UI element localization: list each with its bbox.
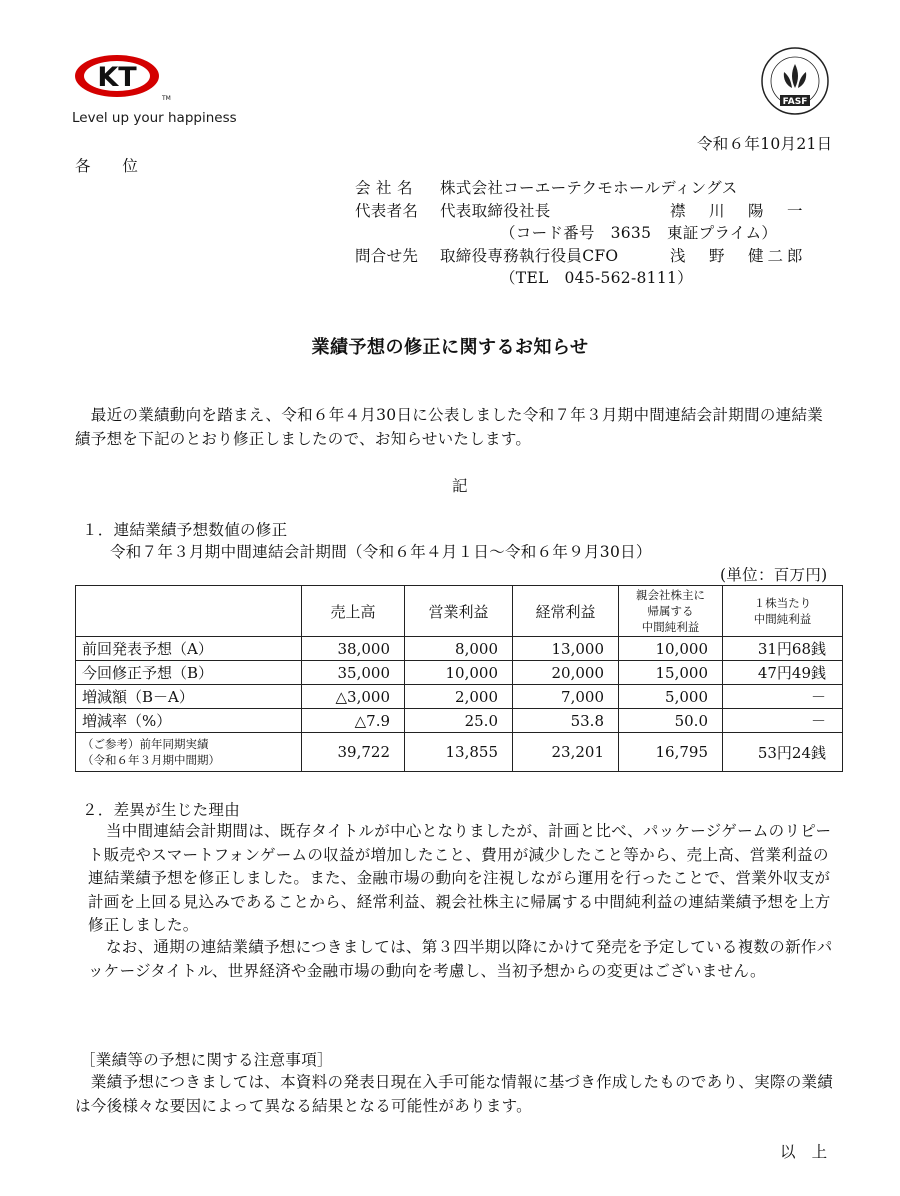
- company-name: 株式会社コーエーテクモホールディングス: [440, 179, 738, 197]
- row-label: （ご参考）前年同期実績 （令和６年３月期中間期）: [76, 733, 302, 772]
- table-row: [76, 685, 843, 709]
- cell-ordinary-income: 20,000: [513, 661, 619, 685]
- cell-ordinary-income: 53.8: [513, 709, 619, 733]
- table-row: [76, 733, 843, 772]
- col-header-net-income: 親会社株主に 帰属する 中間純利益: [619, 586, 723, 637]
- unit-label: (単位：百万円): [720, 566, 828, 584]
- row-label: 今回修正予想（B）: [76, 661, 302, 685]
- table-row: [76, 661, 843, 685]
- row-label: 増減額（B－A）: [76, 685, 302, 709]
- col-header-operating-income: 営業利益: [405, 586, 513, 637]
- table-row: [76, 637, 843, 661]
- cell-net-income: 50.0: [619, 709, 723, 733]
- cell-sales: △3,000: [302, 685, 405, 709]
- cell-operating-income: 25.0: [405, 709, 513, 733]
- section1-period: 令和７年３月期中間連結会計期間（令和６年４月１日～令和６年９月30日）: [110, 543, 652, 561]
- ki-mark: 記: [452, 477, 468, 495]
- col-header-ordinary-income: 経常利益: [513, 586, 619, 637]
- rep-name: 襟 川 陽 一: [670, 202, 807, 220]
- logo-text: KT: [97, 62, 137, 93]
- tagline: Level up your happiness: [72, 110, 237, 126]
- code-line: （コード番号 3635 東証プライム）: [500, 224, 778, 242]
- company-name-label: 会 社 名: [355, 179, 413, 197]
- cell-eps: －: [723, 685, 843, 709]
- table-header-blank: [76, 586, 302, 637]
- cell-operating-income: 2,000: [405, 685, 513, 709]
- svg-text:TM: TM: [162, 95, 171, 102]
- closing-mark: 以 上: [780, 1143, 828, 1161]
- fasf-mark: [760, 46, 830, 116]
- table-header-row: [76, 586, 843, 637]
- cell-ordinary-income: 7,000: [513, 685, 619, 709]
- fasf-text: FASF: [782, 97, 808, 107]
- section1-heading: １．連結業績予想数値の修正: [82, 521, 288, 539]
- table-row: [76, 709, 843, 733]
- row-label: 前回発表予想（A）: [76, 637, 302, 661]
- cell-net-income: 15,000: [619, 661, 723, 685]
- row-label: 増減率（%）: [76, 709, 302, 733]
- intro-paragraph: 最近の業績動向を踏まえ、令和６年４月30日に公表しました令和７年３月期中間連結会計期間の連結業績予想を下記のとおり修正しましたので、お知らせいたします。: [75, 406, 824, 448]
- reason-paragraph-2: なお、通期の連結業績予想につきましては、第３四半期以降にかけて発売を予定している複数の新作パッケージタイトル、世界経済や金融市場の動向を考慮し、当初予想からの変更はございません。: [88, 938, 833, 980]
- cell-net-income: 5,000: [619, 685, 723, 709]
- col-header-sales: 売上高: [302, 586, 405, 637]
- cell-sales: △7.9: [302, 709, 405, 733]
- reason-paragraph-1: 当中間連結会計期間は、既存タイトルが中心となりましたが、計画と比べ、パッケージゲームのリピート販売やスマートフォンゲームの収益が増加したこと、費用が減少したこと等から、売上高、営業利益の連結業績予想を修正しました。また、金融市場の動向を注視しながら運用を行ったことで、営業外収支が計画を上回る見込みであることから、経常利益、親会社株主に帰属する中間純利益の連結業績予想を上方修正しました。: [88, 822, 832, 934]
- cell-eps: －: [723, 709, 843, 733]
- cell-ordinary-income: 13,000: [513, 637, 619, 661]
- forecast-table: [75, 585, 843, 772]
- kt-logo-icon: [72, 52, 192, 112]
- cell-eps: 31円68銭: [723, 637, 843, 661]
- rep-title: 代表取締役社長: [440, 202, 551, 220]
- document-title: 業績予想の修正に関するお知らせ: [311, 337, 589, 358]
- cell-operating-income: 8,000: [405, 637, 513, 661]
- fasf-seal-icon: [760, 46, 830, 116]
- rep-label: 代表者名: [355, 202, 419, 220]
- cell-sales: 39,722: [302, 733, 405, 772]
- cell-net-income: 10,000: [619, 637, 723, 661]
- cell-sales: 38,000: [302, 637, 405, 661]
- cell-eps: 47円49銭: [723, 661, 843, 685]
- cell-net-income: 16,795: [619, 733, 723, 772]
- contact-name: 浅 野 健二郎: [670, 247, 807, 265]
- notice-heading: ［業績等の予想に関する注意事項］: [80, 1051, 333, 1069]
- cell-operating-income: 13,855: [405, 733, 513, 772]
- addressee: 各 位: [75, 157, 139, 175]
- col-header-eps: １株当たり 中間純利益: [723, 586, 843, 637]
- tel-line: （TEL 045-562-8111）: [500, 269, 693, 287]
- contact-label: 問合せ先: [355, 247, 419, 265]
- cell-eps: 53円24銭: [723, 733, 843, 772]
- section2-heading: ２．差異が生じた理由: [82, 801, 241, 819]
- contact-title: 取締役専務執行役員CFO: [440, 247, 619, 265]
- notice-body: 業績予想につきましては、本資料の発表日現在入手可能な情報に基づき作成したものであり、実際の業績は今後様々な要因によって異なる結果となる可能性があります。: [75, 1073, 834, 1115]
- cell-operating-income: 10,000: [405, 661, 513, 685]
- cell-ordinary-income: 23,201: [513, 733, 619, 772]
- issue-date: 令和６年10月21日: [697, 135, 833, 153]
- cell-sales: 35,000: [302, 661, 405, 685]
